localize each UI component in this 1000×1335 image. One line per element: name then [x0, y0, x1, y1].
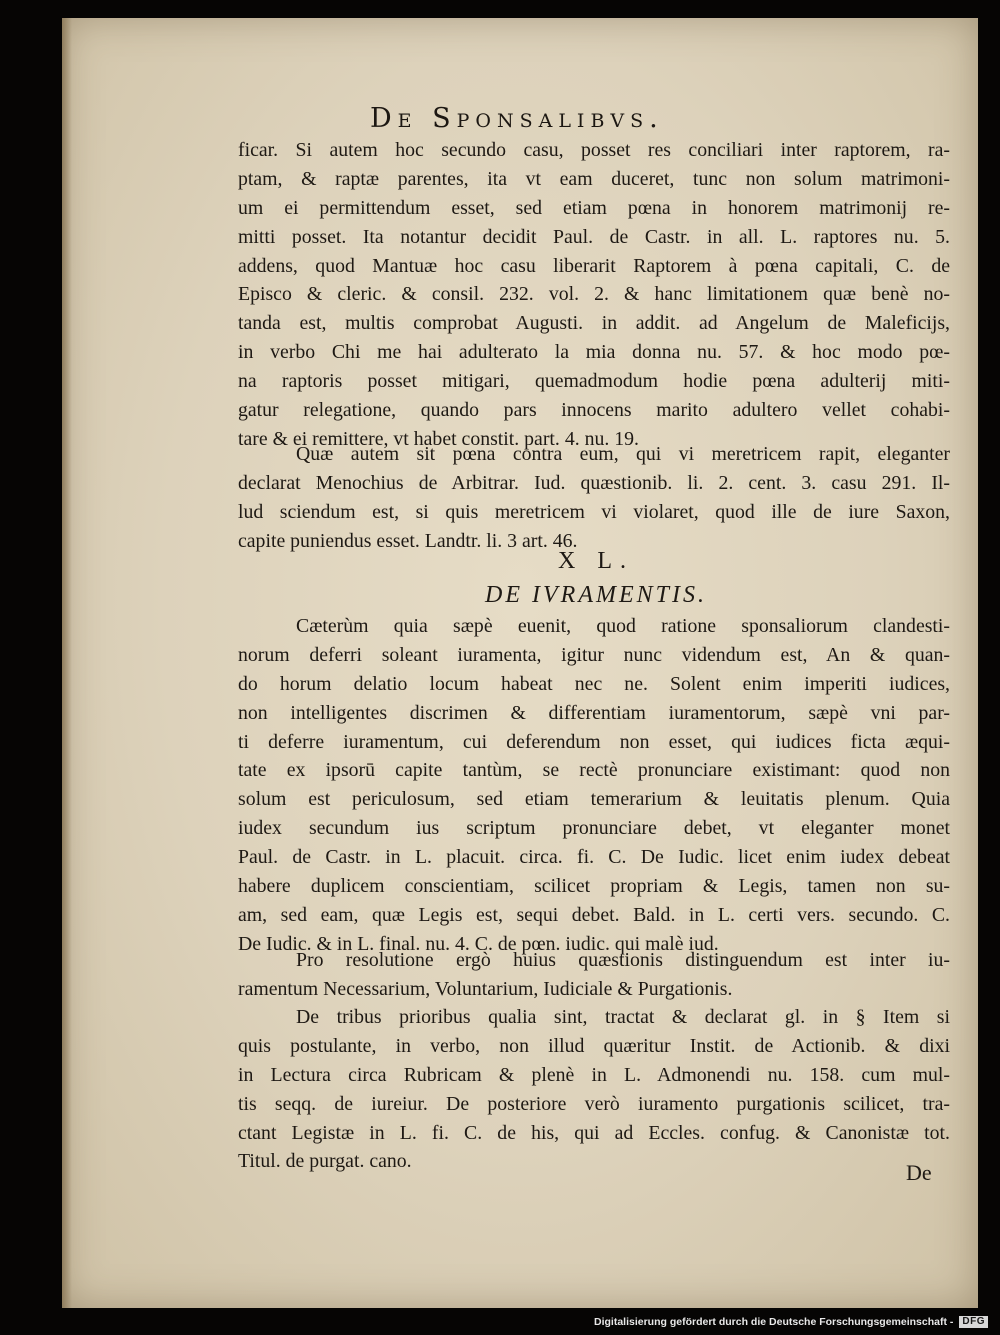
paragraph-continued — [238, 136, 950, 454]
text-line: tare & ei remittere, vt habet constit. part. 4. nu. 19. — [238, 427, 639, 450]
text-line: ficar. Si autem hoc secundo casu, posset res conciliari inter raptorem, ra- — [238, 139, 950, 161]
text-line: Episco & cleric. & consil. 232. vol. 2. & hanc limitationem quæ benè no- — [238, 283, 950, 306]
paragraph-de-tribus — [238, 1003, 950, 1176]
text-line: capite puniendus esset. Landtr. li. 3 art. 46. — [238, 529, 578, 552]
text-line: ptam, & raptæ parentes, ita vt eam duceret, tunc non solum matrimoni- — [238, 167, 950, 190]
text-line: declarat Menochius de Arbitrar. Iud. quæstionib. li. 2. cent. 3. casu 291. Il- — [238, 471, 950, 494]
text-line: De tribus prioribus qualia sint, tractat & declarat gl. in § Item si — [296, 1006, 950, 1028]
text-line: in Lectura circa Rubricam & plenè in L. Admonendi nu. 158. cum mul- — [238, 1063, 950, 1086]
text-line: um ei permittendum esset, sed etiam pœna in honorem matrimonij re- — [238, 196, 950, 219]
text-line: do horum delatio locum habeat nec ne. Solent enim imperiti iudices, — [238, 672, 950, 695]
text-line: tate ex ipsorū capite tantùm, se rectè pronunciare existimant: quod non — [238, 759, 950, 782]
text-line: De Iudic. & in L. final. nu. 4. C. de pœn. iudic. qui malè iud. — [238, 932, 719, 955]
chapter-number: X L. — [558, 548, 634, 574]
text-line: ramentum Necessarium, Voluntarium, Iudiciale & Purgationis. — [238, 977, 733, 1000]
digitization-credit — [594, 1316, 988, 1328]
text-line: ctant Legistæ in L. fi. C. de his, qui ad Eccles. confug. & Canonistæ tot. — [238, 1121, 950, 1144]
text-line: mitti posset. Ita notantur decidit Paul. de Castr. in all. L. raptores nu. 5. — [238, 225, 950, 248]
chapter-title: DE IVRAMENTIS. — [485, 582, 707, 608]
text-line: lud sciendum est, si quis meretricem vi violaret, quod ille de iure Saxon, — [238, 500, 950, 523]
text-line: solum est periculosum, sed etiam temerarium & leuitatis plenum. Quia — [238, 788, 950, 811]
text-line: norum deferri soleant iuramenta, igitur nunc videndum est, An & quan- — [238, 643, 950, 666]
running-head: De Sponsalibvs. — [370, 103, 664, 134]
text-line: ti deferre iuramentum, cui deferendum non esset, qui iudices ficta æqui- — [238, 730, 950, 753]
text-line: in verbo Chi me hai adulterato la mia donna nu. 57. & hoc modo pœ- — [238, 341, 950, 364]
paragraph-iuramenta — [238, 612, 950, 959]
text-line: tis seqq. de iureiur. De posteriore verò iuramento purgationis scilicet, tra- — [238, 1092, 950, 1115]
text-line: addens, quod Mantuæ hoc casu liberarit Raptorem à pœna capitali, C. de — [238, 254, 950, 277]
text-line: Pro resolutione ergò huius quæstionis distinguendum est inter iu- — [296, 949, 950, 971]
text-line: quis postulante, in verbo, non illud quæritur Instit. de Actionib. & dixi — [238, 1034, 950, 1057]
text-line: Titul. de purgat. cano. — [238, 1150, 412, 1173]
text-line: habere duplicem conscientiam, scilicet propriam & Legis, tamen non su- — [238, 875, 950, 898]
catchword: De — [906, 1160, 932, 1185]
text-line: gatur relegatione, quando pars innocens marito adultero vellet cohabi- — [238, 399, 950, 422]
text-line: na raptoris posset mitigari, quemadmodum hodie pœna adulterij miti- — [238, 370, 950, 393]
page-gutter-shadow — [62, 18, 72, 1308]
text-line: Quæ autem sit pœna contra eum, qui vi meretricem rapit, eleganter — [296, 443, 950, 465]
text-line: tanda est, multis comprobat Augusti. in addit. ad Angelum de Maleficijs, — [238, 312, 950, 335]
text-line: am, sed eam, quæ Legis est, sequi debet. Bald. in L. certi vers. secundo. C. — [238, 903, 950, 926]
credit-text: Digitalisierung gefördert durch die Deutsche Forschungsgemeinschaft - — [594, 1316, 954, 1328]
text-line: Cæterùm quia sæpè euenit, quod ratione sponsaliorum clandesti- — [296, 615, 950, 637]
text-line: Paul. de Castr. in L. placuit. circa. fi. C. De Iudic. licet enim iudex debeat — [238, 846, 950, 869]
dfg-logo: DFG — [959, 1316, 988, 1328]
text-line: iudex secundum ius scriptum pronunciare debet, vt eleganter monet — [238, 817, 950, 840]
paragraph-poena-meretricem — [238, 440, 950, 556]
paragraph-resolutione — [238, 946, 950, 1004]
text-line: non intelligentes discrimen & differentiam iuramentorum, sæpè vni par- — [238, 701, 950, 724]
